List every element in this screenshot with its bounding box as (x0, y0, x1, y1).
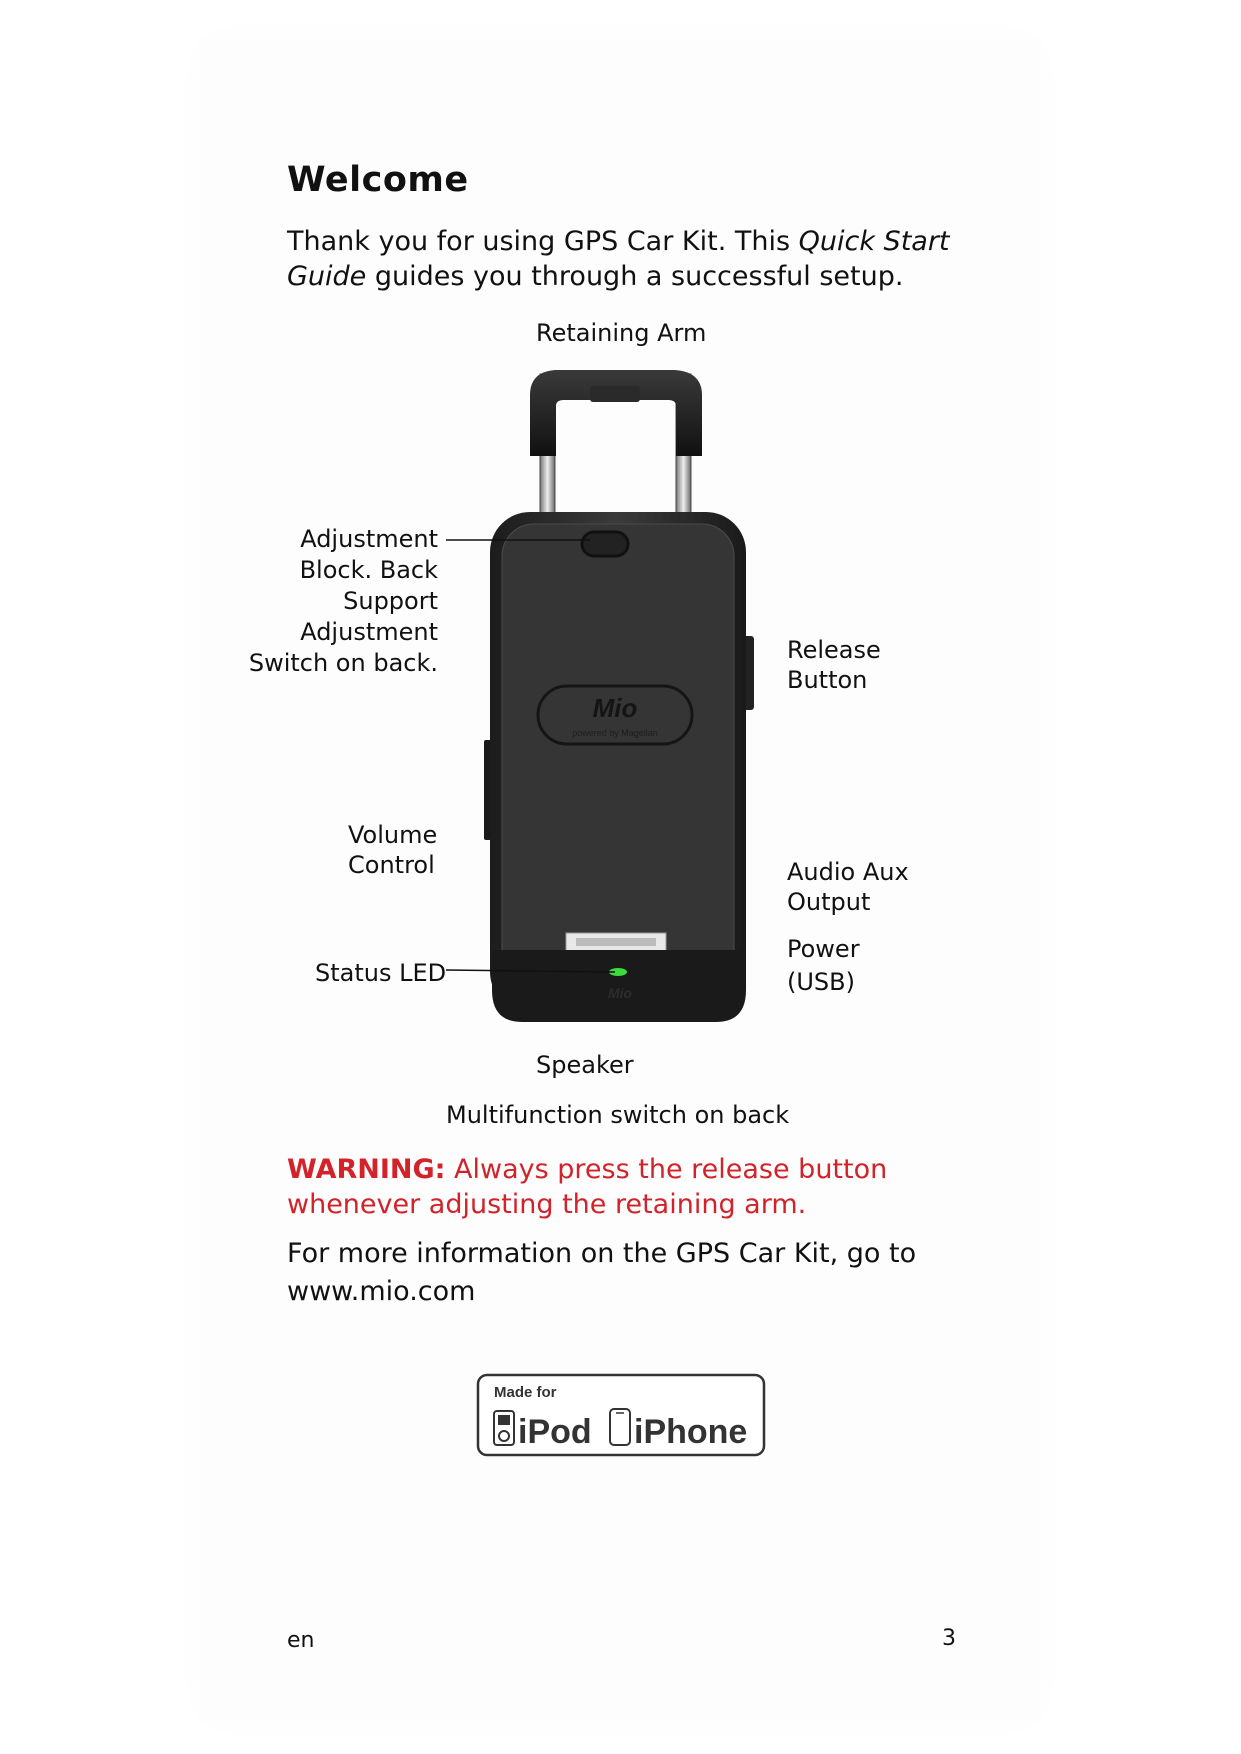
badge-iphone: iPhone (634, 1413, 748, 1451)
mio-logo-subtext: powered by Magellan (572, 728, 658, 738)
label-status-led: Status LED (315, 959, 447, 987)
label-retaining-arm: Retaining Arm (536, 319, 707, 347)
page-title: Welcome (287, 160, 469, 200)
retaining-arm (530, 370, 702, 524)
label-line: Release (787, 636, 881, 664)
intro-paragraph (287, 224, 987, 294)
more-info-url[interactable]: www.mio.com (287, 1276, 476, 1307)
base-logo-text: Mio (607, 985, 633, 1001)
warning-label: WARNING: (287, 1154, 446, 1185)
intro-guide-name: Quick Start Guide (287, 226, 950, 292)
label-line: Support (343, 587, 438, 615)
label-line: Output (787, 888, 871, 916)
warning-text: Always press the release button whenever adjusting the retaining arm. (287, 1154, 888, 1220)
label-line: Volume (348, 821, 438, 849)
more-info (287, 1235, 987, 1311)
label-line: Power (787, 935, 860, 963)
page-number: 3 (942, 1626, 956, 1651)
badge-made-for: Made for (494, 1384, 557, 1401)
status-led-leader-line (440, 960, 640, 980)
warning-note (287, 1152, 987, 1222)
label-line: (USB) (787, 968, 855, 996)
mio-logo-text: Mio (592, 693, 638, 723)
label-line: Block. Back (299, 556, 438, 584)
label-line: Switch on back. (248, 649, 438, 677)
label-power-usb (787, 933, 860, 999)
label-volume-control (348, 820, 437, 880)
label-multifunction-switch: Multifunction switch on back (446, 1101, 790, 1129)
label-line: Audio Aux (787, 858, 909, 886)
intro-text-end: guides you through a successful setup. (366, 261, 904, 292)
label-audio-aux-output (787, 857, 909, 917)
label-speaker: Speaker (536, 1051, 634, 1079)
label-line: Adjustment (300, 618, 438, 646)
label-line: Control (348, 851, 435, 879)
more-info-text: For more information on the GPS Car Kit, go to (287, 1238, 917, 1269)
label-adjustment-block (230, 524, 438, 679)
footer-language: en (287, 1628, 315, 1653)
badge-ipod: iPod (518, 1413, 592, 1451)
intro-text-start: Thank you for using GPS Car Kit. This (287, 226, 799, 257)
label-line: Button (787, 666, 868, 694)
label-line: Adjustment (300, 525, 438, 553)
made-for-ipod-iphone-badge (476, 1373, 766, 1457)
volume-control (484, 740, 491, 840)
car-kit-diagram (440, 360, 780, 1040)
label-release-button (787, 635, 881, 695)
adjustment-leader-line (440, 530, 640, 550)
